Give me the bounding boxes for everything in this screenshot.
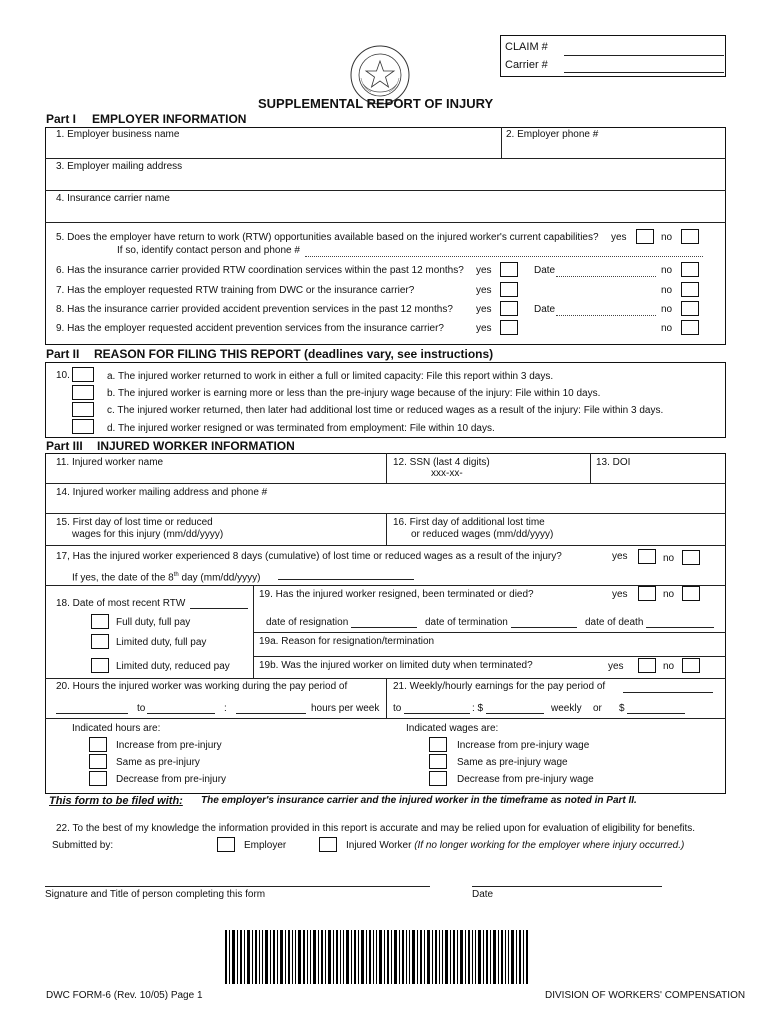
q19-text: 19. Has the injured worker resigned, been terminated or died? [259,589,534,600]
earnings-from-input[interactable] [623,692,713,693]
q9-no-label: no [661,323,673,334]
wages-same-label: Same as pre-injury wage [457,757,568,768]
q8-no-checkbox[interactable] [681,301,699,316]
q9-yes-checkbox[interactable] [500,320,518,335]
q19b-no-checkbox[interactable] [682,658,700,673]
q7-text: 7. Has the employer requested RTW training from DWC or the insurance carrier? [56,285,415,296]
part1-heading: Part I [46,112,77,126]
employer-checkbox[interactable] [217,837,235,852]
carrier-input[interactable] [564,72,724,73]
q17-eighth-day-label: If yes, the date of the 8th day (mm/dd/yyyy) [72,572,261,584]
q5-text: 5. Does the employer have return to work (RTW) opportunities available based on the injured worker's current capabilities? [56,232,599,243]
filed-with-text: The employer's insurance carrier and the injured worker in the timeframe as noted in Part II. [201,795,637,806]
full-duty-full-pay-checkbox[interactable] [91,614,109,629]
limited-duty-full-pay-label: Limited duty, full pay [116,637,207,648]
q6-date-input[interactable] [556,276,656,277]
earnings-to-input[interactable] [404,713,470,714]
claim-label: CLAIM # [505,41,548,53]
part2-heading: Part II [46,347,80,361]
hours-from-input[interactable] [56,713,128,714]
insurance-carrier-name[interactable]: 4. Insurance carrier name [56,193,170,204]
first-lost-time-label[interactable]: 15. First day of lost time or reduced [56,517,213,528]
hourly-earnings-input[interactable] [627,713,685,714]
earnings-dollar-label: : $ [472,703,484,714]
q19b-yes-checkbox[interactable] [638,658,656,673]
employer-mailing-address[interactable]: 3. Employer mailing address [56,161,183,172]
q7-yes-label: yes [476,285,492,296]
hours-to-label: to [137,703,146,714]
division-name: DIVISION OF WORKERS' COMPENSATION [545,990,746,1001]
first-lost-time-label-2: wages for this injury (mm/dd/yyyy) [72,529,224,540]
termination-date-label: date of termination [425,617,508,628]
termination-date-input[interactable] [511,627,577,628]
q19b-text: 19b. Was the injured worker on limited duty when terminated? [259,660,533,671]
hours-increase-checkbox[interactable] [89,737,107,752]
earnings-label: 21. Weekly/hourly earnings for the pay period of [393,681,606,692]
signature-date-label: Date [472,889,494,900]
employer-label: Employer [244,840,287,851]
q17-yes-label: yes [612,551,628,562]
part2-heading-name: REASON FOR FILING THIS REPORT (deadlines vary, see instructions) [94,347,494,361]
indicated-hours-label: Indicated hours are: [72,723,161,734]
reason-number: 10. [56,370,70,381]
q17-text: 17, Has the injured worker experienced 8 days (cumulative) of lost time or reduced wages as a result of the injury? [56,551,562,562]
ssn-prefix: xxx-xx- [431,468,463,479]
hours-per-week-label: hours per week [311,703,380,714]
q17-no-label: no [663,553,675,564]
q6-text: 6. Has the insurance carrier provided RTW coordination services within the past 12 months? [56,265,464,276]
q5-contact-input[interactable] [305,256,703,257]
recent-rtw-label: 18. Date of most recent RTW [56,598,186,609]
hours-decrease-checkbox[interactable] [89,771,107,786]
injured-worker-label: Injured Worker (If no longer working for the employer where injury occurred.) [346,840,685,851]
q17-eighth-day-input[interactable] [278,579,414,580]
reason-c-checkbox[interactable] [72,402,94,417]
ssn-label[interactable]: 12. SSN (last 4 digits) [393,457,490,468]
q9-yes-label: yes [476,323,492,334]
limited-duty-reduced-pay-label: Limited duty, reduced pay [116,661,230,672]
wages-same-checkbox[interactable] [429,754,447,769]
reason-b-text: b. The injured worker is earning more or less than the pre-injury wage because of the injury: File within 10 days. [107,388,601,399]
claim-input[interactable] [564,55,724,56]
wages-increase-label: Increase from pre-injury wage [457,740,590,751]
signature-label: Signature and Title of person completing this form [45,889,266,900]
q22-text: 22. To the best of my knowledge the information provided in this report is accurate and may be relied upon for evaluation of eligibility for benefits. [56,823,696,834]
form-title: SUPPLEMENTAL REPORT OF INJURY [258,96,494,111]
injured-worker-name[interactable]: 11. Injured worker name [56,457,164,468]
injured-worker-address[interactable]: 14. Injured worker mailing address and phone # [56,487,268,498]
q5-contact-label: If so, identify contact person and phone # [117,245,300,256]
q5-yes-label: yes [611,232,627,243]
employer-phone[interactable]: 2. Employer phone # [506,129,599,140]
q5-yes-checkbox[interactable] [636,229,654,244]
reason-d-text: d. The injured worker resigned or was terminated from employment: File within 10 days. [107,423,495,434]
q5-no-label: no [661,232,673,243]
date-line[interactable] [472,886,662,887]
additional-lost-time-label-2: or reduced wages (mm/dd/yyyy) [411,529,554,540]
q8-date-label: Date [534,304,556,315]
full-duty-full-pay-label: Full duty, full pay [116,617,191,628]
earnings-to-label: to [393,703,402,714]
q19-yes-checkbox[interactable] [638,586,656,601]
q9-no-checkbox[interactable] [681,320,699,335]
q8-no-label: no [661,304,673,315]
doi-label[interactable]: 13. DOI [596,457,631,468]
hours-increase-label: Increase from pre-injury [116,740,222,751]
hours-per-week-input[interactable] [236,713,306,714]
q6-date-label: Date [534,265,556,276]
q6-yes-label: yes [476,265,492,276]
q7-no-checkbox[interactable] [681,282,699,297]
q17-no-checkbox[interactable] [682,550,700,565]
reason-a-text: a. The injured worker returned to work in either a full or limited capacity: File this report within 3 days. [107,371,554,382]
limited-duty-full-pay-checkbox[interactable] [91,634,109,649]
wages-increase-checkbox[interactable] [429,737,447,752]
q7-no-label: no [661,285,673,296]
q19-yes-label: yes [612,589,628,600]
form-identifier: DWC FORM-6 (Rev. 10/05) Page 1 [46,990,203,1001]
resignation-date-input[interactable] [351,627,417,628]
hours-same-label: Same as pre-injury [116,757,200,768]
q8-text: 8. Has the insurance carrier provided accident prevention services in the past 12 months? [56,304,453,315]
wages-decrease-checkbox[interactable] [429,771,447,786]
hours-colon: : [224,703,227,714]
q17-yes-checkbox[interactable] [638,549,656,564]
hours-worked-label: 20. Hours the injured worker was working during the pay period of [56,681,348,692]
hours-same-checkbox[interactable] [89,754,107,769]
death-date-input[interactable] [646,627,714,628]
limited-duty-reduced-pay-checkbox[interactable] [91,658,109,673]
indicated-wages-label: Indicated wages are: [406,723,499,734]
reason-d-checkbox[interactable] [72,419,94,434]
additional-lost-time-label[interactable]: 16. First day of additional lost time [393,517,545,528]
q19-no-label: no [663,589,675,600]
part3-heading-name: INJURED WORKER INFORMATION [97,439,295,453]
q6-no-checkbox[interactable] [681,262,699,277]
weekly-earnings-input[interactable] [486,713,544,714]
signature-line[interactable] [45,886,430,887]
q19a-text[interactable]: 19a. Reason for resignation/termination [259,636,435,647]
hourly-dollar-label: $ [619,703,625,714]
death-date-label: date of death [585,617,644,628]
carrier-label: Carrier # [505,59,548,71]
barcode-image [225,930,528,984]
q9-text: 9. Has the employer requested accident prevention services from the insurance carrier? [56,323,444,334]
q19-no-checkbox[interactable] [682,586,700,601]
wages-decrease-label: Decrease from pre-injury wage [457,774,594,785]
part1-heading-name: EMPLOYER INFORMATION [92,112,247,126]
q6-no-label: no [661,265,673,276]
reason-b-checkbox[interactable] [72,385,94,400]
hours-to-input[interactable] [147,713,215,714]
hours-decrease-label: Decrease from pre-injury [116,774,227,785]
resignation-date-label: date of resignation [266,617,349,628]
filed-with-label: This form to be filed with: [49,795,183,807]
recent-rtw-input[interactable] [190,608,248,609]
q8-yes-label: yes [476,304,492,315]
or-label: or [593,703,602,714]
reason-c-text: c. The injured worker returned, then later had additional lost time or reduced wages as a result of the injury: File within 3 days. [107,405,664,416]
employer-business-name[interactable]: 1. Employer business name [56,129,180,140]
injured-worker-checkbox[interactable] [319,837,337,852]
submitted-by-label: Submitted by: [52,840,114,851]
q19b-yes-label: yes [608,661,624,672]
q8-yes-checkbox[interactable] [500,301,518,316]
q5-no-checkbox[interactable] [681,229,699,244]
q6-yes-checkbox[interactable] [500,262,518,277]
reason-a-checkbox[interactable] [72,367,94,382]
q8-date-input[interactable] [556,315,656,316]
part3-heading: Part III [46,439,83,453]
q19b-no-label: no [663,661,675,672]
weekly-label: weekly [551,703,582,714]
q7-yes-checkbox[interactable] [500,282,518,297]
